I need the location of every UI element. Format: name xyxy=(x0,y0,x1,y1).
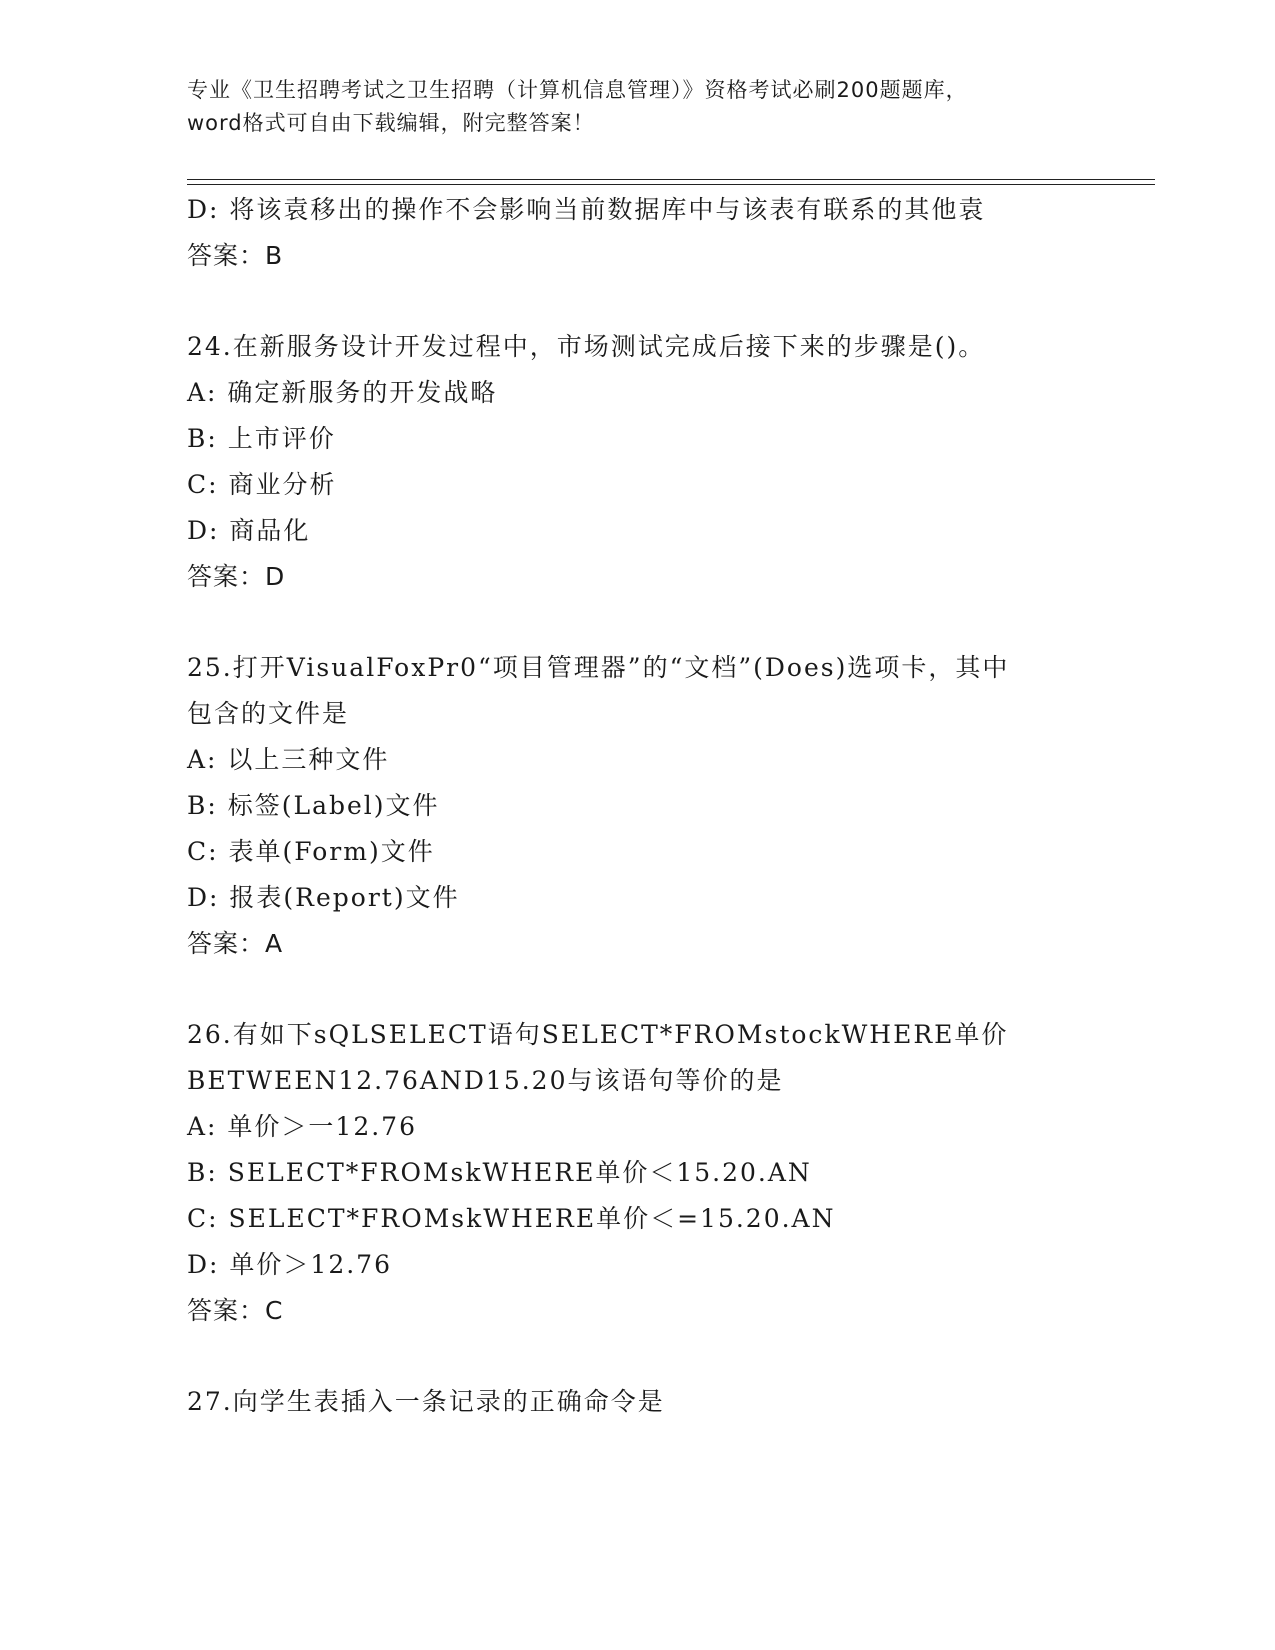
spacer xyxy=(187,967,1137,1012)
answer: 答案：B xyxy=(187,241,284,270)
option-a: A: 确定新服务的开发战略 xyxy=(187,378,498,407)
option-c: C: 表单(Form)文件 xyxy=(187,837,435,866)
header-line-2: word格式可自由下载编辑，附完整答案！ xyxy=(187,111,595,135)
question-text: 25.打开VisualFoxPr0“项目管理器”的“文档”(Does)选项卡，其中 xyxy=(187,653,1010,682)
answer: 答案：D xyxy=(187,562,286,591)
header-line-1: 专业《卫生招聘考试之卫生招聘（计算机信息管理）》资格考试必刷200题题库， xyxy=(187,78,968,102)
option-b: B: SELECT*FROMskWHERE单价＜15.20.AN xyxy=(187,1158,812,1187)
option-a: A: 单价＞一12.76 xyxy=(187,1112,417,1141)
question-text: 26.有如下sQLSELECT语句SELECT*FROMstockWHERE单价 xyxy=(187,1020,1009,1049)
option-c: C: SELECT*FROMskWHERE单价＜=15.20.AN xyxy=(187,1204,836,1233)
option-c: C: 商业分析 xyxy=(187,470,337,499)
question-26 xyxy=(187,1012,1137,1334)
answer: 答案：C xyxy=(187,1296,284,1325)
spacer xyxy=(187,1334,1137,1379)
spacer xyxy=(187,600,1137,645)
question-27 xyxy=(187,1379,1137,1425)
question-24 xyxy=(187,324,1137,600)
question-text: 24.在新服务设计开发过程中，市场测试完成后接下来的步骤是()。 xyxy=(187,332,986,361)
header-rule-top xyxy=(187,179,1155,180)
answer: 答案：A xyxy=(187,929,284,958)
option-d: D: 商品化 xyxy=(187,516,311,545)
question-25 xyxy=(187,645,1137,967)
header-rule-bottom xyxy=(187,184,1155,185)
question-text: BETWEEN12.76AND15.20与该语句等价的是 xyxy=(187,1066,784,1095)
option-a: A: 以上三种文件 xyxy=(187,745,390,774)
option-b: B: 上市评价 xyxy=(187,424,336,453)
question-text: 27.向学生表插入一条记录的正确命令是 xyxy=(187,1387,665,1416)
option-d: D: 报表(Report)文件 xyxy=(187,883,460,912)
question-text: 包含的文件是 xyxy=(187,699,350,728)
option-b: B: 标签(Label)文件 xyxy=(187,791,440,820)
option-d: D: 单价＞12.76 xyxy=(187,1250,392,1279)
spacer xyxy=(187,279,1137,324)
option-d: D: 将该袁移出的操作不会影响当前数据库中与该表有联系的其他袁 xyxy=(187,195,986,224)
document-header xyxy=(187,74,1087,140)
question-content xyxy=(187,187,1137,1425)
